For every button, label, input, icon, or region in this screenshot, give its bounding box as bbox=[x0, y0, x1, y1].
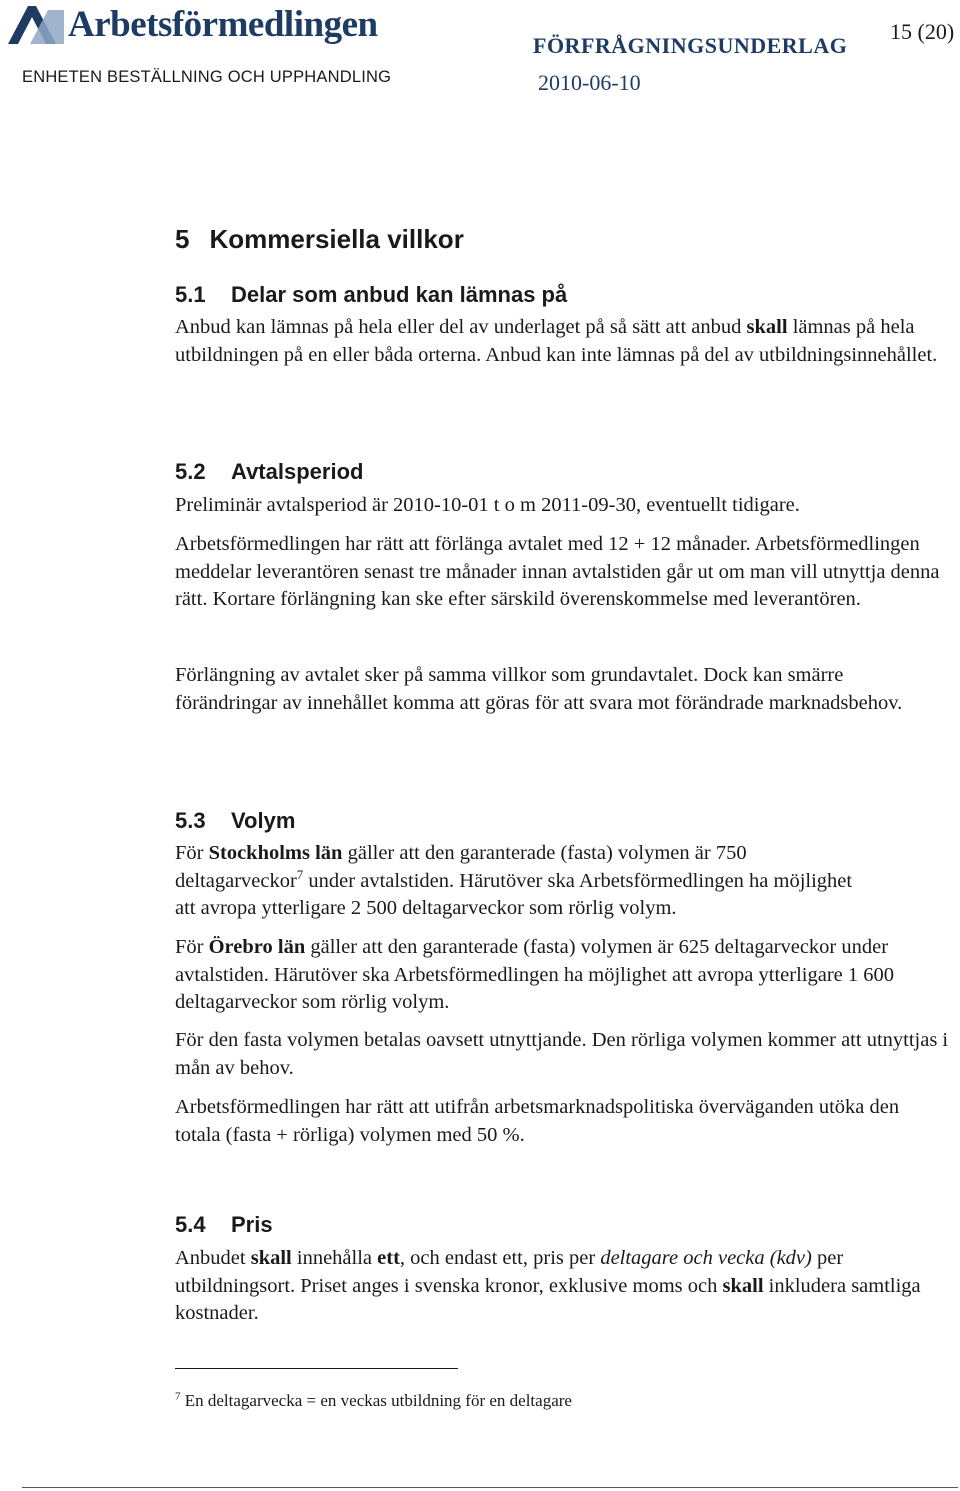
subsection-heading-5-1 bbox=[175, 282, 567, 308]
logo bbox=[8, 2, 378, 46]
subsection-heading-5-4 bbox=[175, 1212, 273, 1238]
subsection-title: Delar som anbud kan lämnas på bbox=[231, 282, 568, 307]
logo-text: Arbetsförmedlingen bbox=[68, 3, 378, 45]
paragraph: För Örebro län gäller att den garanterade (fasta) volymen är 625 deltagarveckor under avtalstiden. Härutöver ska Arbetsförmedlingen ha möjlighet att avropa ytterligare 1 600 deltagarveckor som rörlig volym. bbox=[175, 936, 894, 1013]
footnote bbox=[175, 1391, 572, 1411]
page-number: 15 (20) bbox=[890, 19, 955, 44]
subsection-number: 5.4 bbox=[175, 1212, 206, 1237]
paragraph: För Stockholms län gäller att den garanterade (fasta) volymen är 750 deltagarveckor$^7$ under avtalstiden. Härutöver ska Arbetsförmedlingen ha möjlighet att avropa ytterligare 2 500 deltagarveckor som rörlig volym. bbox=[175, 842, 853, 919]
paragraph: Förlängning av avtalet sker på samma villkor som grundavtalet. Dock kan smärre förändringar av innehållet komma att göras för att svara mot förändrade marknadsbehov. bbox=[175, 664, 903, 714]
subsection-title: Pris bbox=[231, 1212, 273, 1237]
section-number: 5 bbox=[175, 224, 190, 254]
paragraph: För den fasta volymen betalas oavsett utnyttjande. Den rörliga volymen kommer att utnyttjas i mån av behov. bbox=[175, 1029, 949, 1079]
subsection-number: 5.2 bbox=[175, 459, 206, 484]
subsection-heading-5-3 bbox=[175, 808, 295, 834]
subsection-number: 5.3 bbox=[175, 808, 206, 833]
subsection-title: Avtalsperiod bbox=[231, 459, 364, 484]
subsection-title: Volym bbox=[231, 808, 296, 833]
paragraph: Arbetsförmedlingen har rätt att utifrån arbetsmarknadspolitiska överväganden utöka den totala (fasta + rörliga) volymen med 50 %. bbox=[175, 1096, 900, 1146]
paragraph: Anbud kan lämnas på hela eller del av underlaget på så sätt att anbud skall lämnas på hela utbildningen på en eller båda orterna. Anbud kan inte lämnas på del av utbildningsinnehållet. bbox=[175, 316, 938, 366]
paragraph: Preliminär avtalsperiod är 2010-10-01 t o m 2011-09-30, eventuellt tidigare. bbox=[175, 494, 800, 516]
unit-name: ENHETEN BESTÄLLNING OCH UPPHANDLING bbox=[22, 68, 392, 86]
section-title: Kommersiella villkor bbox=[209, 224, 464, 254]
paragraph: Anbudet skall innehålla ett, och endast ett, pris per deltagare och vecka (kdv) per utbildningsort. Priset anges i svenska kronor, exklusive moms och skall inkludera samtliga kostnader. bbox=[175, 1247, 921, 1324]
subsection-heading-5-2 bbox=[175, 459, 363, 485]
footnote-number: 7 bbox=[175, 1390, 181, 1403]
arbetsformedlingen-logo-icon bbox=[8, 4, 64, 44]
footnote-text: En deltagarvecka = en veckas utbildning för en deltagare bbox=[180, 1391, 572, 1410]
section-heading bbox=[175, 224, 464, 255]
subsection-number: 5.1 bbox=[175, 282, 206, 307]
document-date: 2010-06-10 bbox=[538, 70, 641, 95]
page-bottom-divider bbox=[22, 1487, 958, 1488]
paragraph: Arbetsförmedlingen har rätt att förlänga avtalet med 12 + 12 månader. Arbetsförmedlingen meddelar leverantören senast tre månader innan avtalstiden går ut om man vill utnyttja denna rätt. Kortare förlängning kan ske efter särskild överenskommelse med leverantören. bbox=[175, 533, 940, 610]
document-type: FÖRFRÅGNINGSUNDERLAG bbox=[533, 33, 848, 58]
footnote-ref: 7 bbox=[296, 866, 304, 882]
footnote-divider bbox=[175, 1368, 458, 1369]
